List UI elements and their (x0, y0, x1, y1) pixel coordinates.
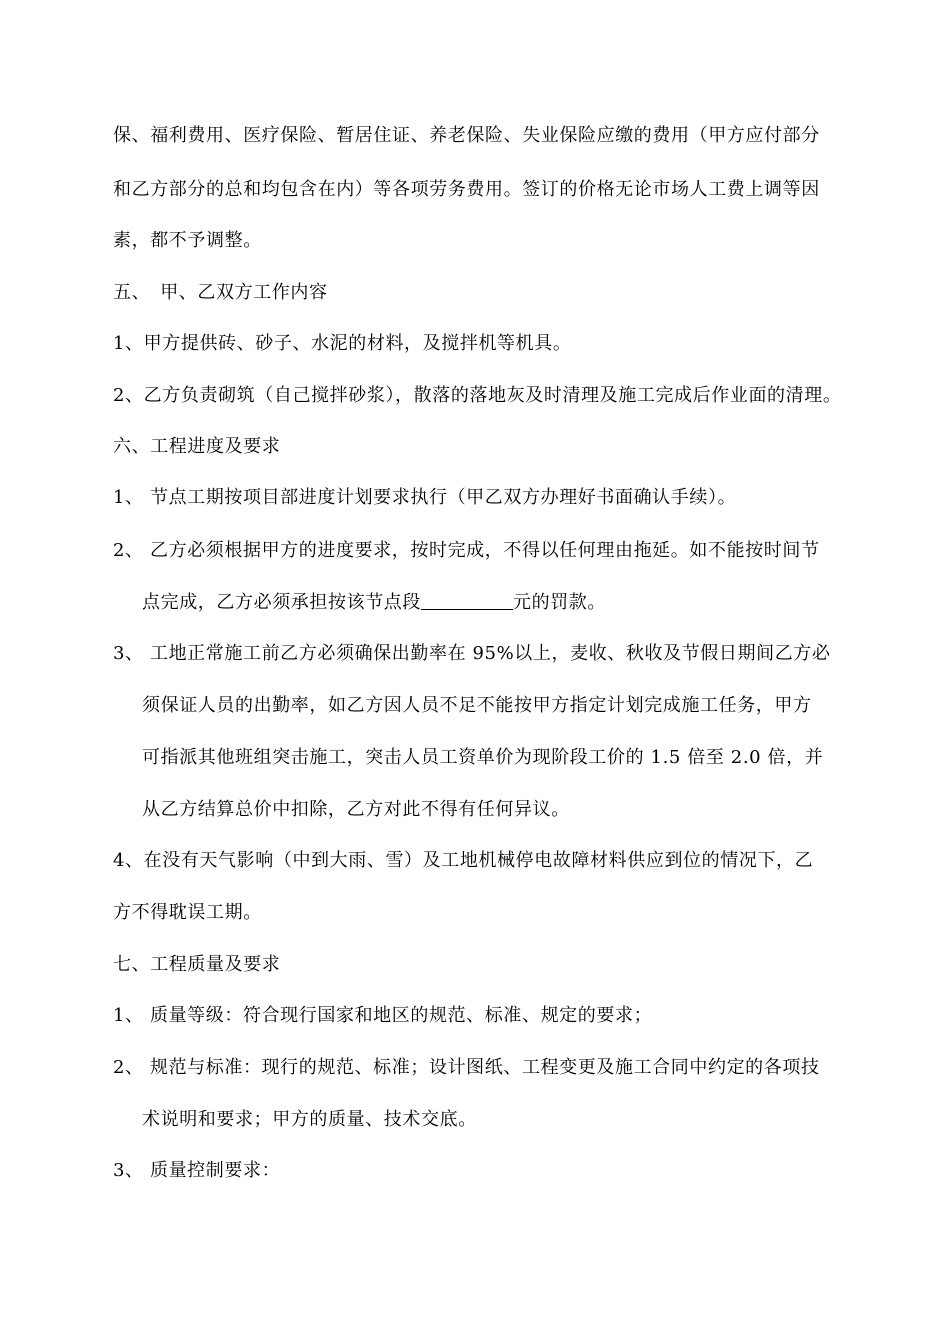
list-item-continuation: 可指派其他班组突击施工，突击人员工资单价为现阶段工价的 1.5 倍至 2.0 倍，并 (142, 747, 824, 768)
section-number: 五、 (113, 282, 151, 303)
penalty-text-end: 元的罚款。 (513, 592, 606, 613)
section-heading-6: 六、工程进度及要求 (113, 436, 281, 457)
paragraph-line: 和乙方部分的总和均包含在内）等各项劳务费用。签订的价格无论市场人工费上调等因 (113, 179, 820, 200)
list-item-continuation: 从乙方结算总价中扣除，乙方对此不得有任何异议。 (142, 799, 570, 820)
list-item: 3、 工地正常施工前乙方必须确保出勤率在 95%以上，麦收、秋收及节假日期间乙方必 (113, 643, 831, 664)
list-item-continuation: 术说明和要求；甲方的质量、技术交底。 (142, 1109, 477, 1130)
section-heading-7: 七、工程质量及要求 (113, 954, 281, 975)
list-item: 1、 质量等级：符合现行国家和地区的规范、标准、规定的要求； (113, 1005, 653, 1026)
list-item: 3、 质量控制要求： (113, 1160, 281, 1181)
list-item: 2、 规范与标准：现行的规范、标准；设计图纸、工程变更及施工合同中约定的各项技 (113, 1057, 820, 1078)
list-item: 4、在没有天气影响（中到大雨、雪）及工地机械停电故障材料供应到位的情况下，乙 (113, 850, 814, 871)
list-item-continuation: 方不得耽误工期。 (113, 902, 262, 923)
list-item: 2、乙方负责砌筑（自己搅拌砂浆），散落的落地灰及时清理及施工完成后作业面的清理。 (113, 385, 842, 406)
penalty-amount-blank (421, 591, 513, 610)
list-item: 2、 乙方必须根据甲方的进度要求，按时完成，不得以任何理由拖延。如不能按时间节 (113, 540, 820, 561)
list-item: 1、甲方提供砖、砂子、水泥的材料，及搅拌机等机具。 (113, 333, 572, 354)
list-item: 1、 节点工期按项目部进度计划要求执行（甲乙双方办理好书面确认手续）。 (113, 487, 737, 508)
paragraph-line: 素，都不予调整。 (113, 230, 262, 251)
section-title: 甲、乙双方工作内容 (160, 282, 328, 303)
paragraph-line: 保、福利费用、医疗保险、暂居住证、养老保险、失业保险应缴的费用（甲方应付部分 (113, 125, 820, 146)
section-heading-5 (113, 280, 843, 306)
list-item-continuation (142, 590, 872, 616)
penalty-text: 点完成，乙方必须承担按该节点段 (142, 592, 421, 613)
list-item-continuation: 须保证人员的出勤率，如乙方因人员不足不能按甲方指定计划完成施工任务，甲方 (142, 695, 812, 716)
